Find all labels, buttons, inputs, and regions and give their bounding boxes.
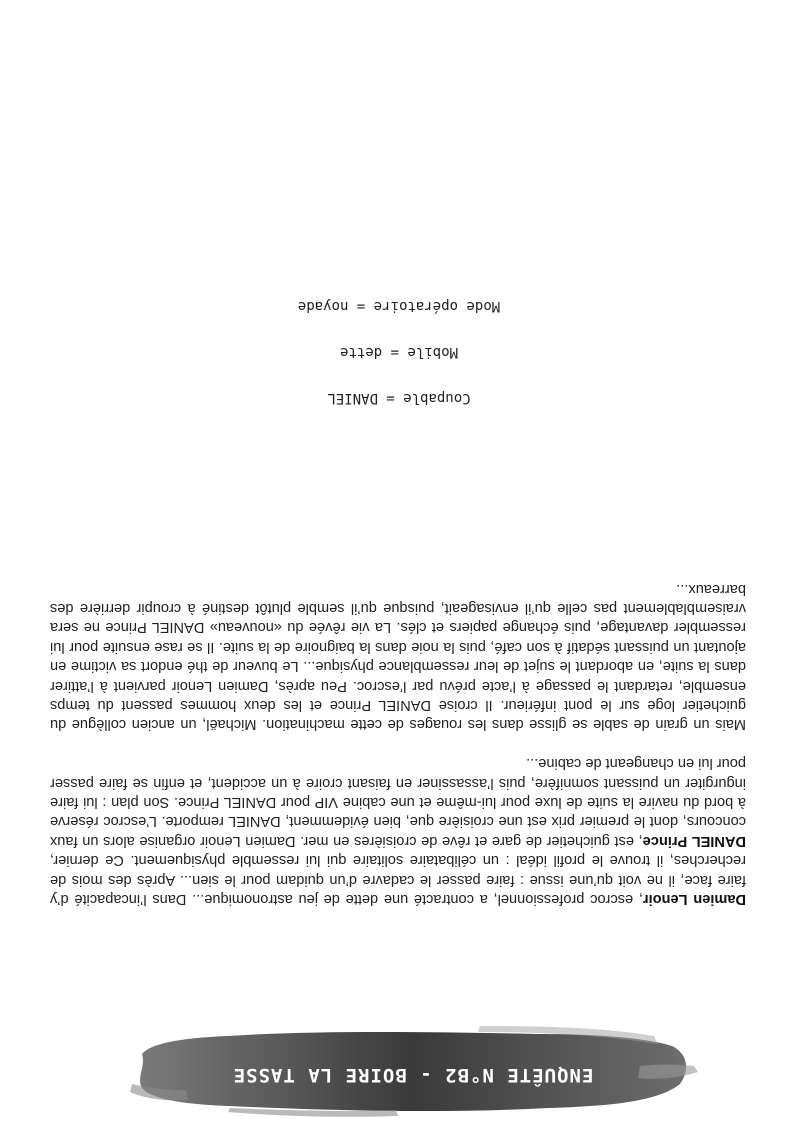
story-paragraph-2: Mais un grain de sable se glisse dans les rouages de cette machination. Michaël, un ancien collègue du guichetier loge sur le pont inférieur. Il croise DANIEL Prince et les deux hommes passent du temps ensemble, retardant le passage à l’acte prévu par l’escroc. Peu après, Damien Lenoir parvient à l’attirer dans la suite, en abordant le sujet de leur ressemblance physique... Le buveur de thé endort sa victime en ajoutant un puissant sédatif à son café, puis la noie dans la baignoire de la suite. Il se rase ensuite pour lui ressembler davantage, puis échange papiers et clés. La vie rêvée du «nouveau» DANIEL Prince ne sera vraisemblablement pas celle qu’il envisageait, puisque qu’il semble plutôt destiné à croupir derrière des barreaux... (50, 580, 746, 733)
victim-name: DANIEL Prince (642, 832, 746, 849)
story-text (50, 559, 746, 908)
title-banner (128, 1024, 698, 1124)
culprit-name: Damien Lenoir (642, 891, 746, 907)
story-paragraph-1: Damien Lenoir, escroc professionnel, a contracté une dette de jeu astronomique... Dans l’incapacité d’y faire face, il ne voit qu’une issue : faire passer le cadavre d’un quidam pour le sien... Après des mois de recherches, il trouve le profil idéal : un célibataire solitaire qui lui ressemble physiquement. Ce dernier, DANIEL Prince, est guichetier de gare et rêve de croisières en mer. Damien Lenoir organise alors un faux concours, dont le premier prix est une croisière que, bien évidemment, DANIEL remporte. L’escroc réserve à bord du navire la suite de luxe pour lui-même et une cabine VIP pour DANIEL Prince. Son plan : lui faire ingurgiter un puissant somnifère, puis l’assassiner en faisant croire à un accident, et enfin se faire passer pour lui en changeant de cabine... (50, 755, 746, 907)
verdict-list (0, 270, 798, 408)
verdict-mobile: Mobile = dette (340, 344, 459, 360)
investigation-title: ENQUÊTE N°B2 - BOIRE LA TASSE (232, 1064, 594, 1086)
verdict-mode: Mode opératoire = noyade (297, 298, 501, 314)
verdict-coupable: Coupable = DANIEL (327, 390, 471, 406)
